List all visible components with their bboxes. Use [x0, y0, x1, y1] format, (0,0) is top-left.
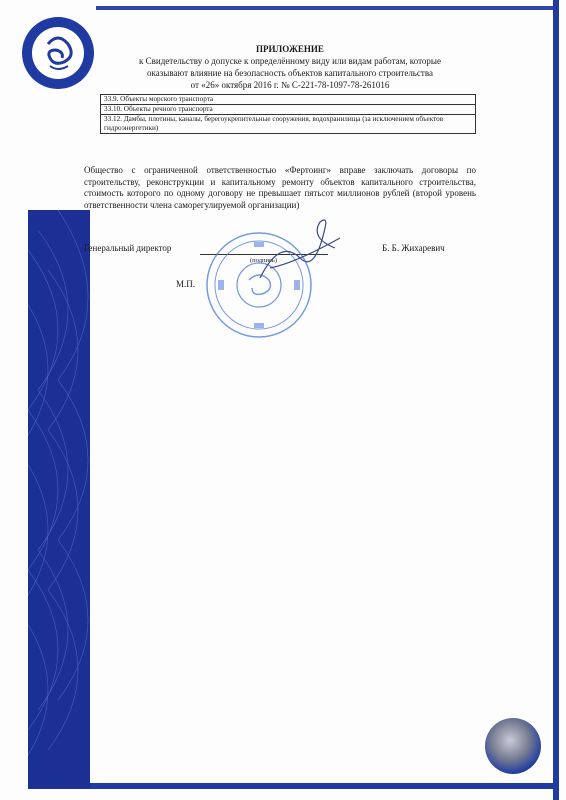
- header-line-3: от «26» октября 2016 г. № С-221-78-1097-78-261016: [190, 80, 390, 90]
- works-table: [100, 94, 476, 134]
- table-row: 33.9. Объекты морского транспорта: [100, 94, 476, 105]
- signatory-name: Б. Б. Жихаревич: [382, 243, 445, 253]
- bottom-border: [28, 783, 559, 789]
- right-border: [553, 0, 559, 800]
- header-line-2: оказывают влияние на безопасность объектов капитального строительства: [147, 68, 433, 78]
- signatory-role: Генеральный директор: [84, 243, 172, 253]
- header-title: ПРИЛОЖЕНИЕ: [256, 44, 324, 54]
- decorative-guilloche-band: [28, 210, 90, 788]
- signature-caption: (подпись): [250, 257, 277, 264]
- stamp-place-label: М.П.: [176, 279, 196, 289]
- sro-logo-icon: [20, 14, 96, 92]
- document-header: [110, 43, 470, 91]
- top-border: [96, 6, 559, 10]
- body-paragraph: Общество с ограниченной ответственностью «Фертоинг» вправе заключать договоры по строительству, реконструкции и капитальному ремонту объектов капитального строительства, стоимость которого по одному договору не превышает пятьсот миллионов рублей (второй уровень ответственности члена саморегулируемой организации): [84, 165, 476, 210]
- table-row: 33.12. Дамбы, плотины, каналы, берегоукрепительные сооружения, водохранилища (за исключением объектов гидроэнергетики): [100, 115, 476, 134]
- table-row: 33.10. Объекты речного транспорта: [100, 105, 476, 115]
- corner-seal-icon: [484, 717, 542, 775]
- handwritten-signature-icon: [240, 208, 350, 288]
- header-line-1: к Свидетельству о допуске к определённому виду или видам работам, которые: [139, 56, 441, 66]
